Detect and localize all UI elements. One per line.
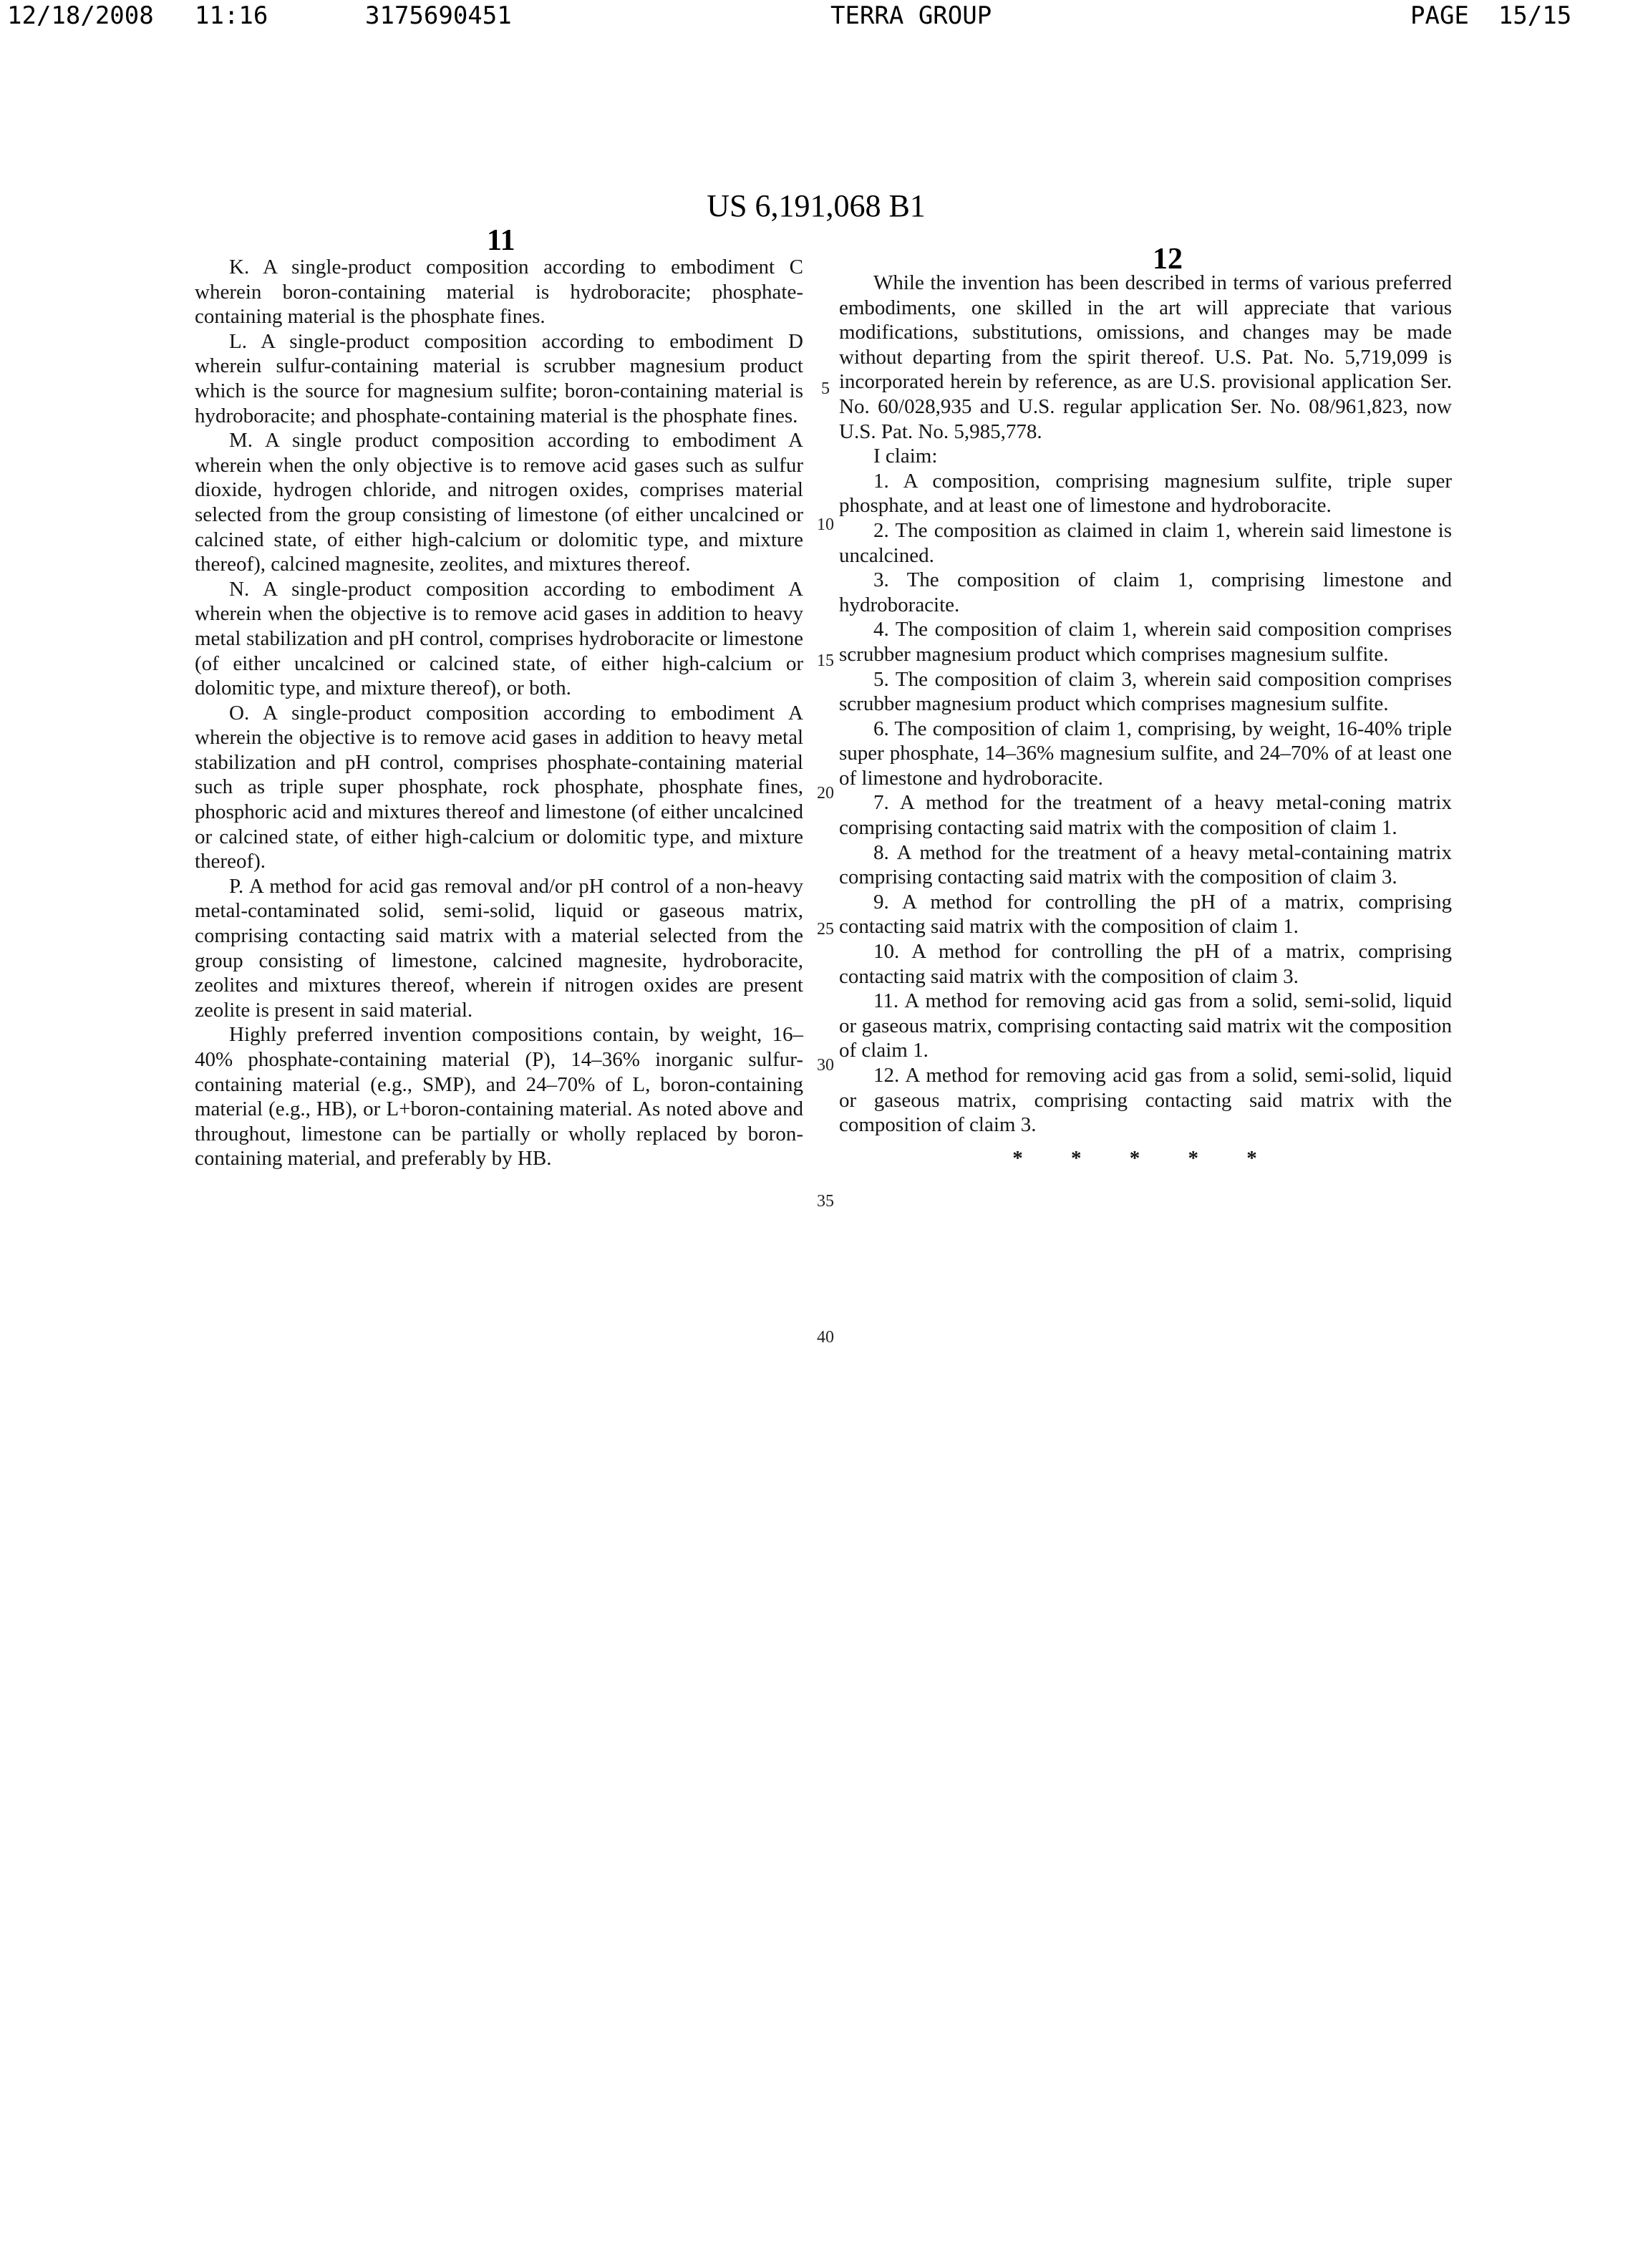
paragraph-k: K. A single-product composition according to embodiment C wherein boron-containing material is hydroboracite; phosphate-containing material is the phosphate fines. [195,256,803,329]
right-column [839,271,1452,1171]
claim-3: 3. The composition of claim 1, comprising limestone and hydroboracite. [839,568,1452,616]
fax-company: TERRA GROUP [830,1,992,30]
left-column-number: 11 [487,224,515,257]
end-mark: * * * * * [1012,1146,1279,1170]
claim-5: 5. The composition of claim 3, wherein said composition comprises scrubber magnesium product which comprises magnesium sulfite. [839,667,1452,716]
right-column-number: 12 [1153,243,1183,276]
claim-9: 9. A method for controlling the pH of a matrix, comprising contacting said matrix with the composition of claim 1. [839,890,1452,939]
claim-6: 6. The composition of claim 1, comprising, by weight, 16-40% triple super phosphate, 14–36% magnesium sulfite, and 24–70% of at least one of limestone and hydroboracite. [839,717,1452,790]
paragraph-preferred: Highly preferred invention compositions contain, by weight, 16–40% phosphate-containing material (P), 14–36% inorganic sulfur-containing material (e.g., SMP), and 24–70% of L, boron-containing material (e.g., HB), or L+boron-containing material. As noted above and throughout, limestone can be partially or wholly replaced by boron-containing material, and preferably by HB. [195,1023,803,1171]
claim-2: 2. The composition as claimed in claim 1, wherein said limestone is uncalcined. [839,518,1452,567]
paragraph-p: P. A method for acid gas removal and/or pH control of a non-heavy metal-contaminated solid, semi-solid, liquid or gaseous matrix, comprising contacting said matrix with a material selected from the group consisting of limestone, calcined magnesite, hydroboracite, zeolites and mixtures thereof, wherein if nitrogen oxides are present zeolite is present in said material. [195,874,803,1022]
patent-number: US 6,191,068 B1 [707,188,926,223]
claim-12: 12. A method for removing acid gas from a solid, semi-solid, liquid or gaseous matrix, comprising contacting said matrix with the composition of claim 3. [839,1064,1452,1137]
fax-header [0,0,1638,36]
paragraph-o: O. A single-product composition according to embodiment A wherein the objective is to remove acid gases in addition to heavy metal stabilization and pH control, comprises phosphate-containing material such as triple super phosphate, rock phosphate, phosphate fines, phosphoric acid and mixtures thereof and limestone (of either uncalcined or calcined state, of either high-calcium or dolomitic type, and mixture thereof). [195,701,803,873]
claim-8: 8. A method for the treatment of a heavy metal-containing matrix comprising contacting said matrix with the composition of claim 3. [839,840,1452,889]
line-number: 15 [817,651,834,670]
paragraph-l: L. A single-product composition according to embodiment D wherein sulfur-containing material is scrubber magnesium product which is the source for magnesium sulfite; boron-containing material is hydroboracite; and phosphate-containing material is the phosphate fines. [195,329,803,427]
left-column [195,255,803,1171]
line-number: 10 [817,515,834,534]
line-number: 30 [817,1056,834,1075]
claim-11: 11. A method for removing acid gas from a solid, semi-solid, liquid or gaseous matrix, comprising contacting said matrix wit the composition of claim 1. [839,989,1452,1062]
intro-paragraph: While the invention has been described in terms of various preferred embodiments, one skilled in the art will appreciate that various modifications, substitutions, omissions, and changes may be made without departing from the spirit thereof. U.S. Pat. No. 5,719,099 is incorporated herein by reference, as are U.S. provisional application Ser. No. 60/028,935 and U.S. regular application Ser. No. 08/961,823, now U.S. Pat. No. 5,985,778. [839,271,1452,443]
paragraph-n: N. A single-product composition according to embodiment A wherein when the objective is to remove acid gases in addition to heavy metal stabilization and pH control, comprises hydroboracite or limestone (of either uncalcined or calcined state, of either high-calcium or dolomitic type, and mixture thereof), or both. [195,577,803,700]
paragraph-m: M. A single product composition according to embodiment A wherein when the only objective is to remove acid gases such as sulfur dioxide, hydrogen chloride, and nitrogen oxides, comprises material selected from the group consisting of limestone (of either uncalcined or calcined state, of either high-calcium or dolomitic type, and mixture thereof), calcined magnesite, zeolites, and mixtures thereof. [195,429,803,576]
line-number: 5 [821,379,830,398]
claim-4: 4. The composition of claim 1, wherein said composition comprises scrubber magnesium product which comprises magnesium sulfite. [839,618,1452,666]
fax-page-number: PAGE 15/15 [1410,1,1572,30]
line-number: 35 [817,1192,834,1211]
fax-time: 11:16 [195,1,268,30]
line-number: 20 [817,784,834,803]
claim-1: 1. A composition, comprising magnesium sulfite, triple super phosphate, and at least one of limestone and hydroboracite. [839,469,1452,518]
fax-phone: 3175690451 [365,1,512,30]
claim-7: 7. A method for the treatment of a heavy metal-coning matrix comprising contacting said matrix with the composition of claim 1. [839,791,1452,840]
fax-date: 12/18/2008 [7,1,154,30]
claim-10: 10. A method for controlling the pH of a matrix, comprising contacting said matrix with the composition of claim 3. [839,940,1452,988]
line-number: 40 [817,1328,834,1347]
claim-intro: I claim: [873,445,938,468]
line-number: 25 [817,920,834,939]
